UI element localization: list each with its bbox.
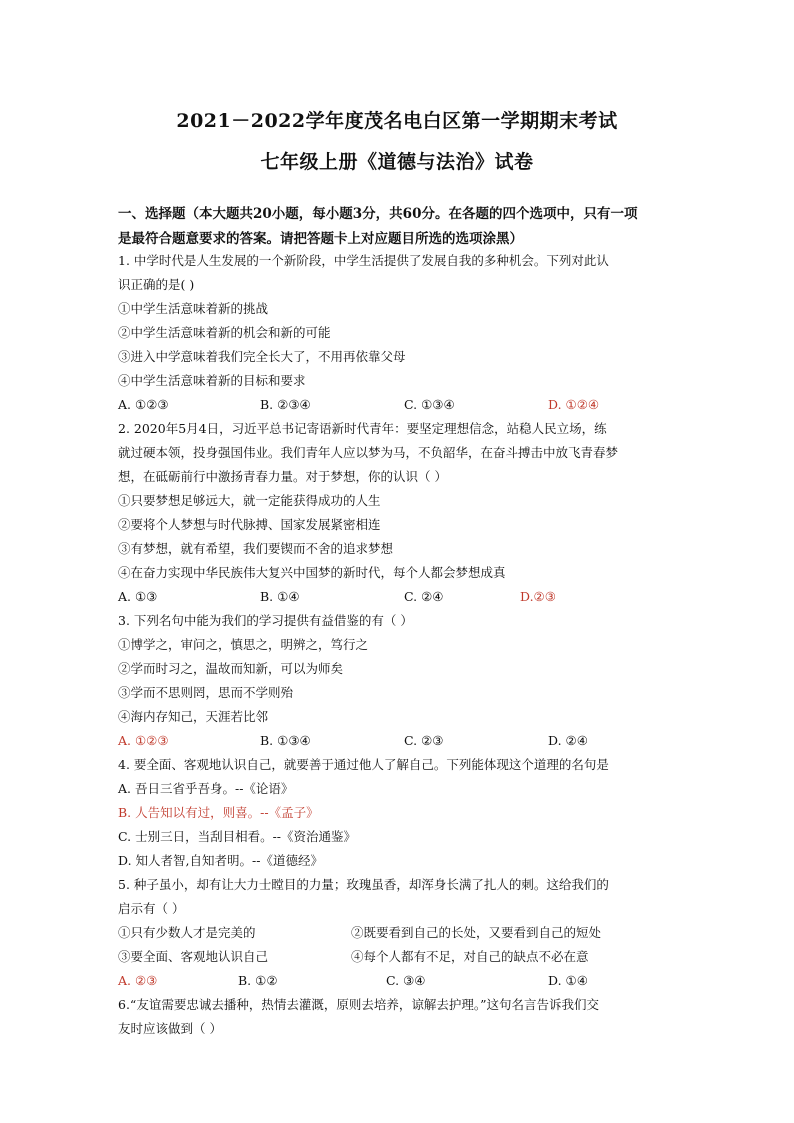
q3-option-d: D. ②④ <box>548 733 588 748</box>
q5-statement-2: ②既要看到自己的长处，又要看到自己的短处 <box>351 925 602 940</box>
q1-statement-4: ④中学生活意味着新的目标和要求 <box>118 373 306 388</box>
q2-statement-3: ③有梦想，就有希望，我们要锲而不舍的追求梦想 <box>118 541 394 556</box>
q1-option-c: C. ①③④ <box>404 397 455 412</box>
q1-statement-3: ③进入中学意味着我们完全长大了，不用再依靠父母 <box>118 349 406 364</box>
q2-stem-line-3: 想，在砥砺前行中激扬青春力量。对于梦想，你的认识（ ） <box>118 469 447 484</box>
q5-option-a: A. ②③ <box>118 973 158 988</box>
q3-statement-1: ①博学之，审问之，慎思之，明辨之，笃行之 <box>118 637 369 652</box>
q6-stem-line-1: 6.“友谊需要忠诚去播种，热情去灌溉，原则去培养，谅解去护理。”这句名言告诉我们交 <box>118 997 599 1012</box>
exam-title: 2021－2022学年度茂名电白区第一学期期末考试 <box>176 110 618 132</box>
section-instructions <box>118 202 688 252</box>
q2-statement-1: ①只要梦想足够远大，就一定能获得成功的人生 <box>118 493 381 508</box>
q2-stem-line-1: 2. 2020年5月4日，习近平总书记寄语新时代青年：要坚定理想信念，站稳人民立场，练 <box>118 421 607 436</box>
q4-option-d: D. 知人者智,自知者明。--《道德经》 <box>118 853 323 868</box>
q5-statement-1: ①只有少数人才是完美的 <box>118 925 256 940</box>
q1-option-d: D. ①②④ <box>548 397 600 412</box>
q3-statement-2: ②学而时习之，温故而知新，可以为师矣 <box>118 661 344 676</box>
q1-statement-2: ②中学生活意味着新的机会和新的可能 <box>118 325 331 340</box>
q4-stem-line-1: 4. 要全面、客观地认识自己，就要善于通过他人了解自己。下列能体现这个道理的名句是 <box>118 757 609 772</box>
q4-option-a: A. 吾日三省乎吾身。--《论语》 <box>118 781 294 796</box>
q2-statement-2: ②要将个人梦想与时代脉搏、国家发展紧密相连 <box>118 517 381 532</box>
q2-option-b: B. ①④ <box>260 589 300 604</box>
q2-option-d: D.②③ <box>520 589 556 604</box>
q1-option-a: A. ①②③ <box>118 397 169 412</box>
q3-stem-line-1: 3. 下列名句中能为我们的学习提供有益借鉴的有（ ） <box>118 613 413 628</box>
q3-option-c: C. ②③ <box>404 733 444 748</box>
q5-option-c: C. ③④ <box>386 973 426 988</box>
q5-statement-4: ④每个人都有不足，对自己的缺点不必在意 <box>351 949 589 964</box>
q5-option-b: B. ①② <box>238 973 278 988</box>
q6-stem-line-2: 友时应该做到（ ） <box>118 1021 222 1036</box>
section-line-2: 是最符合题意要求的答案。请把答题卡上对应题目所选的选项涂黑） <box>118 231 523 247</box>
q1-statement-1: ①中学生活意味着新的挑战 <box>118 301 269 316</box>
q5-stem-line-2: 启示有（ ） <box>118 901 185 916</box>
section-line-1: 一、选择题（本大题共20小题，每小题3分，共60分。在各题的四个选项中，只有一项 <box>118 206 638 222</box>
q2-stem-line-2: 就过硬本领，投身强国伟业。我们青年人应以梦为马，不负韶华，在奋斗搏击中放飞青春梦 <box>118 445 619 460</box>
q5-statement-3: ③要全面、客观地认识自己 <box>118 949 269 964</box>
q5-stem-line-1: 5. 种子虽小，却有让大力士瞠目的力量；玫瑰虽香，却浑身长满了扎人的刺。这给我们的 <box>118 877 609 892</box>
q3-statement-4: ④海内存知己，天涯若比邻 <box>118 709 269 724</box>
q2-statement-4: ④在奋力实现中华民族伟大复兴中国梦的新时代，每个人都会梦想成真 <box>118 565 506 580</box>
q4-option-b: B. 人告知以有过，则喜。--《孟子》 <box>118 805 319 820</box>
q1-stem-line-1: 1. 中学时代是人生发展的一个新阶段，中学生活提供了发展自我的多种机会。下列对此认 <box>118 253 609 268</box>
q4-option-c: C. 士别三日，当刮目相看。--《资治通鉴》 <box>118 829 357 844</box>
q1-option-b: B. ②③④ <box>260 397 311 412</box>
q1-stem-line-2: 识正确的是( ) <box>118 277 195 292</box>
q2-option-c: C. ②④ <box>404 589 444 604</box>
exam-subtitle: 七年级上册《道德与法治》试卷 <box>260 151 534 173</box>
q3-statement-3: ③学而不思则罔，思而不学则殆 <box>118 685 294 700</box>
q3-option-a: A. ①②③ <box>118 733 169 748</box>
q2-option-a: A. ①③ <box>118 589 158 604</box>
q5-option-d: D. ①④ <box>548 973 588 988</box>
q3-option-b: B. ①③④ <box>260 733 311 748</box>
